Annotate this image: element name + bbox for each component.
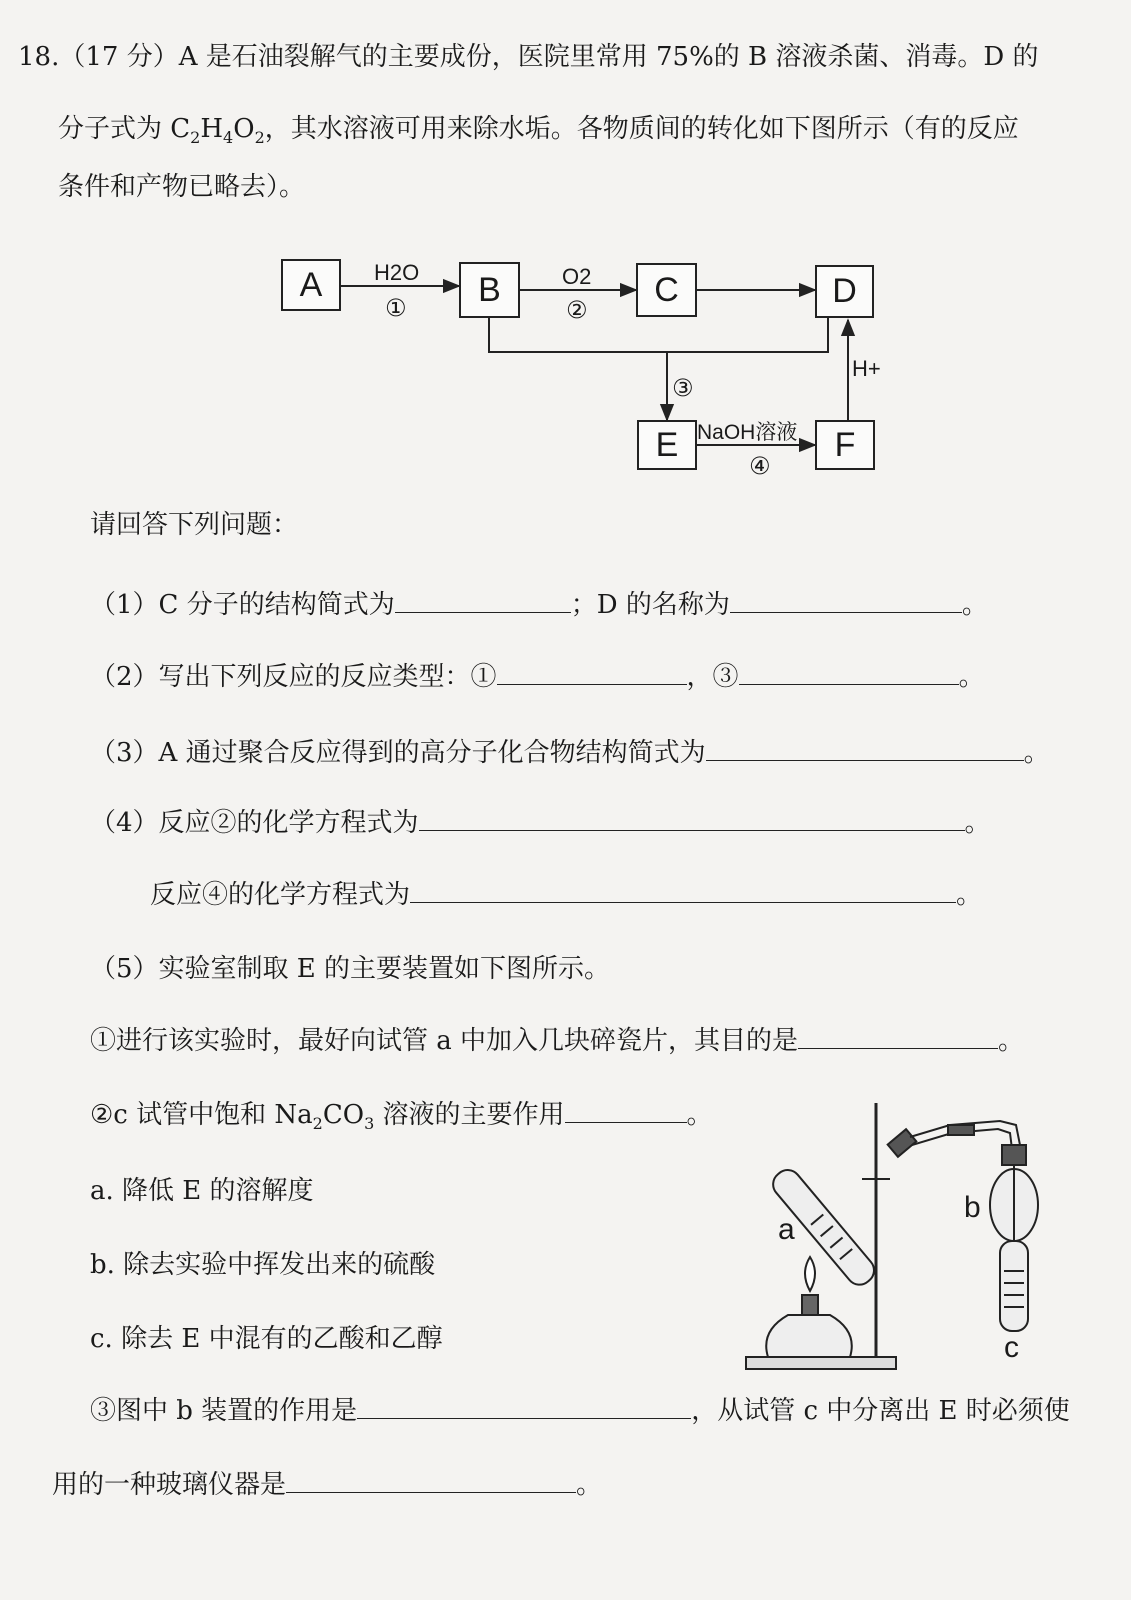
box-a: A	[281, 259, 341, 311]
label-naoh: NaOH溶液	[697, 421, 798, 444]
q5-3-text-b: ，从试管 c 中分离出 E 时必须使	[691, 1396, 1070, 1426]
formula-part: O	[233, 114, 255, 144]
question-5-3	[90, 1396, 1070, 1426]
q3-end: 。	[1023, 738, 1050, 768]
q1-end: 。	[961, 590, 988, 620]
answer-blank[interactable]	[706, 738, 1024, 761]
test-tube-c	[1000, 1241, 1028, 1331]
question-5-2	[90, 1100, 713, 1134]
lab-apparatus	[740, 1095, 1060, 1385]
label-h-plus: H+	[852, 356, 881, 381]
answer-blank[interactable]	[739, 662, 959, 685]
box-d: D	[815, 265, 874, 318]
alcohol-lamp	[766, 1315, 852, 1357]
box-f: F	[815, 420, 875, 470]
q5-1-end: 。	[998, 1026, 1025, 1056]
step-1-label: ①	[385, 294, 407, 322]
answer-blank[interactable]	[730, 590, 962, 613]
answer-blank[interactable]	[395, 590, 571, 613]
answer-blank[interactable]	[798, 1026, 998, 1049]
q4-end: 。	[964, 808, 991, 838]
reaction-diagram	[0, 0, 1131, 520]
option-b: b. 除去实验中挥发出来的硫酸	[90, 1250, 436, 1280]
box-b: B	[459, 262, 520, 318]
formula-part: CO	[322, 1100, 365, 1130]
answer-blank[interactable]	[565, 1100, 687, 1123]
q4b-text: 反应④的化学方程式为	[150, 880, 411, 910]
step-2-label: ②	[566, 296, 588, 324]
q2-text-b: ，③	[686, 662, 739, 692]
q3-text: （3）A 通过聚合反应得到的高分子化合物结构简式为	[90, 738, 706, 768]
label-a: a	[778, 1213, 795, 1246]
label-h2o: H2O	[374, 260, 420, 285]
q5-1-text: ①进行该实验时，最好向试管 a 中加入几块碎瓷片，其目的是	[90, 1026, 799, 1056]
question-1	[90, 590, 988, 620]
question-2	[90, 662, 985, 692]
answer-blank[interactable]	[419, 808, 965, 831]
q2-end: 。	[958, 662, 985, 692]
q5-2-text: 溶液的主要作用	[374, 1100, 565, 1130]
step-4-label: ④	[749, 452, 771, 480]
stopper-a	[888, 1129, 917, 1157]
option-c: c. 除去 E 中混有的乙酸和乙醇	[90, 1324, 443, 1354]
answer-blank[interactable]	[357, 1396, 691, 1419]
question-5-1	[90, 1026, 1024, 1056]
formula-part: 分子式为 C	[58, 114, 191, 144]
stand-base	[746, 1357, 896, 1369]
question-3	[90, 738, 1050, 768]
line-b-down	[489, 318, 828, 352]
formula-sub: 2	[190, 128, 201, 148]
step-3-label: ③	[672, 374, 694, 402]
q5-3b-text: 用的一种玻璃仪器是	[52, 1470, 287, 1500]
answer-blank[interactable]	[497, 662, 687, 685]
q1-text: （1）C 分子的结构简式为	[90, 590, 395, 620]
label-o2: O2	[562, 264, 592, 289]
q5-3b-end: 。	[576, 1470, 603, 1500]
question-4	[90, 808, 991, 838]
label-c: c	[1004, 1331, 1019, 1364]
question-text: ，其水溶液可用来除水垢。各物质间的转化如下图所示（有的反应	[264, 114, 1019, 144]
q1-text-b: ；D 的名称为	[570, 590, 730, 620]
lamp-flame	[805, 1257, 815, 1291]
question-5: （5）实验室制取 E 的主要装置如下图所示。	[90, 954, 611, 984]
answer-blank[interactable]	[286, 1470, 576, 1493]
formula-sub: 2	[254, 128, 265, 148]
question-4b	[150, 880, 982, 910]
formula-sub: 4	[223, 128, 234, 148]
q2-text: （2）写出下列反应的反应类型：①	[90, 662, 497, 692]
label-b: b	[964, 1191, 981, 1224]
prompt-text: 请回答下列问题：	[90, 510, 299, 540]
tube-b-top	[1002, 1145, 1026, 1165]
tube-joint	[948, 1125, 974, 1135]
question-5-3b	[52, 1470, 602, 1500]
lamp-wick	[802, 1295, 818, 1315]
formula-part: ②c 试管中饱和 Na	[90, 1100, 313, 1130]
formula-sub: 2	[312, 1114, 323, 1134]
box-c: C	[636, 263, 697, 317]
formula-sub: 3	[364, 1114, 375, 1134]
answer-blank[interactable]	[410, 880, 956, 903]
q5-2-end: 。	[686, 1100, 713, 1130]
question-line-1: 18.（17 分）A 是石油裂解气的主要成份，医院里常用 75%的 B 溶液杀菌、消毒。D 的	[18, 42, 1039, 72]
diagram-arrows	[0, 0, 1131, 520]
formula-part: H	[200, 114, 224, 144]
q4b-end: 。	[956, 880, 983, 910]
option-a: a. 降低 E 的溶解度	[90, 1176, 314, 1206]
question-line-3: 条件和产物已略去）。	[58, 172, 306, 202]
q4-text: （4）反应②的化学方程式为	[90, 808, 419, 838]
q5-3-text: ③图中 b 装置的作用是	[90, 1396, 358, 1426]
box-e: E	[637, 420, 697, 470]
